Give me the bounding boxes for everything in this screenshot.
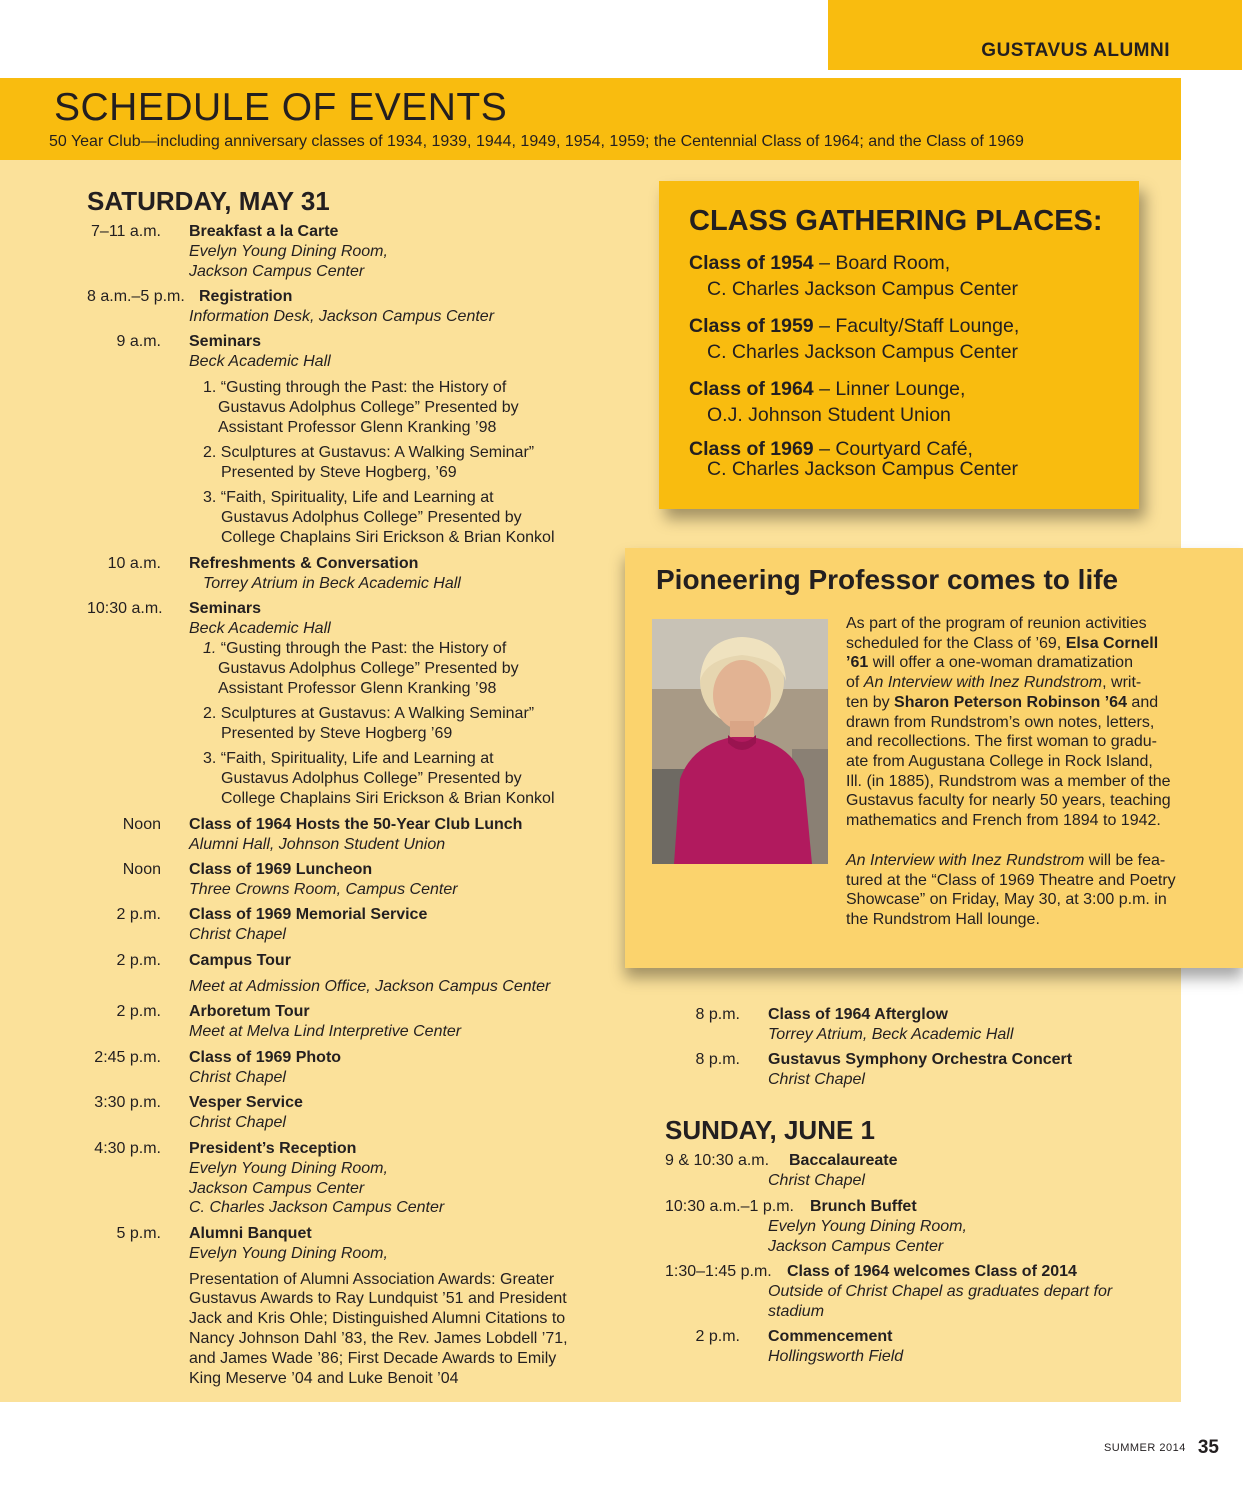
text-line xyxy=(846,653,1171,673)
event-location: Evelyn Young Dining Room, xyxy=(189,242,388,260)
title-banner xyxy=(0,78,1181,160)
seminar-line: Assistant Professor Glenn Kranking ’98 xyxy=(218,418,497,436)
event-details xyxy=(189,951,550,997)
event-location: Christ Chapel xyxy=(189,1068,286,1086)
text-run: of xyxy=(846,674,864,692)
text-run: scheduled for the Class of ’69, xyxy=(846,634,1066,652)
text-line xyxy=(846,673,1171,693)
event-location: Meet at Melva Lind Interpretive Center xyxy=(189,1022,462,1040)
text-run: ’61 xyxy=(846,654,869,672)
event-location: stadium xyxy=(768,1303,825,1320)
text-run: will offer a one-woman dramatization xyxy=(868,654,1133,672)
event-title: Class of 1969 Luncheon xyxy=(189,861,373,878)
page-number: 35 xyxy=(1197,1437,1219,1458)
banquet-desc-line: Jack and Kris Ohle; Distinguished Alumni Citations to xyxy=(189,1310,566,1328)
event-location: Outside of Christ Chapel as graduates depart for xyxy=(768,1283,1113,1300)
seminar-2 xyxy=(203,443,534,483)
text-line xyxy=(846,693,1171,713)
seminar-line: Presented by Steve Hogberg, ’69 xyxy=(221,463,457,481)
seminar-number: 1. xyxy=(203,640,217,657)
seminar-line: Gustavus Adolphus College” Presented by xyxy=(221,508,522,526)
feature-paragraph xyxy=(846,851,1176,930)
place-building: C. Charles Jackson Campus Center xyxy=(707,341,1019,363)
event-title: Campus Tour xyxy=(189,952,291,969)
event-title: Baccalaureate xyxy=(789,1152,898,1169)
event-time: 2 p.m. xyxy=(116,952,161,969)
event-time: 1:30–1:45 p.m. xyxy=(665,1263,772,1280)
professor-feature-box xyxy=(625,548,1243,968)
text-run: will be fea- xyxy=(1084,852,1166,869)
class-name: Class of 1964 xyxy=(689,378,814,400)
seminar-line: “Gusting through the Past: the History of xyxy=(220,640,507,657)
text-line: tured at the “Class of 1969 Theatre and Poetry xyxy=(846,871,1176,889)
event-details xyxy=(189,1224,568,1388)
event-location: Evelyn Young Dining Room, xyxy=(189,1244,388,1262)
event-time: 4:30 p.m. xyxy=(94,1140,161,1157)
event-location: Alumni Hall, Johnson Student Union xyxy=(189,835,446,853)
event-location: Beck Academic Hall xyxy=(189,619,331,637)
event-details xyxy=(189,860,458,900)
event-details xyxy=(189,222,388,281)
event-title: Class of 1969 Memorial Service xyxy=(189,906,428,923)
text-line: drawn from Rundstrom’s own notes, letters, xyxy=(846,713,1155,731)
gathering-entry xyxy=(689,376,965,428)
seminar-line: Gustavus Adolphus College” Presented by xyxy=(221,769,522,787)
event-time: 8 p.m. xyxy=(695,1051,740,1068)
event-time: 9 & 10:30 a.m. xyxy=(665,1152,770,1169)
gathering-heading: CLASS GATHERING PLACES: xyxy=(689,205,1103,237)
event-location: Torrey Atrium, Beck Academic Hall xyxy=(768,1025,1014,1043)
event-title: Class of 1964 welcomes Class of 2014 xyxy=(787,1263,1077,1280)
seminar-1 xyxy=(203,639,519,698)
event-location: Evelyn Young Dining Room, xyxy=(189,1159,388,1177)
sunday-heading: SUNDAY, JUNE 1 xyxy=(665,1115,876,1145)
event-location: Christ Chapel xyxy=(768,1070,865,1088)
event-details xyxy=(189,599,331,639)
event-time: 2:45 p.m. xyxy=(94,1049,161,1066)
text-run: Elsa Cornell xyxy=(1065,634,1159,652)
section-label: GUSTAVUS ALUMNI xyxy=(981,40,1170,61)
place-building: C. Charles Jackson Campus Center xyxy=(707,458,1019,480)
gathering-entry xyxy=(689,250,1018,302)
feature-paragraph xyxy=(846,614,1171,831)
text-line: As part of the program of reunion activities xyxy=(846,615,1147,632)
seminar-line: Assistant Professor Glenn Kranking ’98 xyxy=(218,679,497,697)
event-location: Torrey Atrium in Beck Academic Hall xyxy=(203,574,461,592)
issue-label: SUMMER 2014 xyxy=(1103,1442,1186,1454)
event-time: 3:30 p.m. xyxy=(94,1094,161,1111)
class-name: Class of 1959 xyxy=(689,315,814,337)
event-title: Gustavus Symphony Orchestra Concert xyxy=(768,1051,1073,1068)
event-details xyxy=(768,1327,903,1367)
place-name: – Faculty/Staff Lounge, xyxy=(813,315,1020,337)
text-run: ten by xyxy=(846,693,895,711)
event-time: 9 a.m. xyxy=(116,333,161,350)
class-name: Class of 1954 xyxy=(689,252,814,274)
event-title: Seminars xyxy=(189,600,262,617)
event-location: Beck Academic Hall xyxy=(189,352,331,370)
event-location: Christ Chapel xyxy=(768,1172,865,1189)
place-building: C. Charles Jackson Campus Center xyxy=(707,278,1019,300)
gathering-entry xyxy=(689,313,1019,365)
text-run: Sharon Peterson Robinson ’64 xyxy=(894,693,1127,711)
event-location: Hollingsworth Field xyxy=(768,1347,904,1365)
text-line: ate from Augustana College in Rock Island, xyxy=(846,752,1153,770)
event-time: 2 p.m. xyxy=(116,1003,161,1020)
event-title: Commencement xyxy=(768,1328,893,1345)
event-details xyxy=(189,815,522,855)
banquet-desc-line: King Meserve ’04 and Luke Benoit ’04 xyxy=(189,1369,459,1387)
event-title: Class of 1964 Afterglow xyxy=(768,1006,948,1023)
text-line: Showcase” on Friday, May 30, at 3:00 p.m. in xyxy=(846,891,1167,909)
text-line: Ill. (in 1885), Rundstrom was a member of the xyxy=(846,772,1171,790)
seminar-line: 2. Sculptures at Gustavus: A Walking Seminar” xyxy=(203,444,535,461)
event-details xyxy=(189,1139,444,1218)
event-location: Christ Chapel xyxy=(189,925,286,943)
event-title: Refreshments & Conversation xyxy=(189,555,419,572)
event-location: Jackson Campus Center xyxy=(768,1238,944,1255)
seminar-line: 3. “Faith, Spirituality, Life and Learning at xyxy=(203,489,494,506)
seminar-line: Gustavus Adolphus College” Presented by xyxy=(218,659,519,677)
event-location: Three Crowns Room, Campus Center xyxy=(189,880,458,898)
text-run: , writ- xyxy=(1102,674,1142,692)
text-line xyxy=(846,851,1176,871)
page-title: SCHEDULE OF EVENTS xyxy=(54,86,508,129)
text-line: Gustavus faculty for nearly 50 years, teaching xyxy=(846,792,1171,810)
seminar-1 xyxy=(203,378,519,437)
banquet-desc-line: and James Wade ’86; First Decade Awards to Emily xyxy=(189,1349,557,1367)
text-run: An Interview with Inez Rundstrom xyxy=(863,674,1103,692)
event-title: Arboretum Tour xyxy=(189,1003,310,1020)
place-name: – Courtyard Café, xyxy=(813,438,973,460)
text-run: and xyxy=(1126,693,1159,711)
event-title: Class of 1964 Hosts the 50-Year Club Lunch xyxy=(189,816,523,833)
event-title: Breakfast a la Carte xyxy=(189,223,339,240)
event-title: President’s Reception xyxy=(189,1140,357,1157)
place-name: – Board Room, xyxy=(813,252,951,274)
seminar-3 xyxy=(203,488,555,547)
event-title: Seminars xyxy=(189,333,262,350)
seminar-line: 2. Sculptures at Gustavus: A Walking Seminar” xyxy=(203,705,535,722)
seminar-line: Presented by Steve Hogberg ’69 xyxy=(221,724,453,742)
place-name: – Linner Lounge, xyxy=(813,378,966,400)
seminar-2 xyxy=(203,704,534,744)
event-location: C. Charles Jackson Campus Center xyxy=(189,1199,445,1217)
class-gathering-box xyxy=(659,181,1139,509)
event-location: Evelyn Young Dining Room, xyxy=(768,1218,967,1235)
banquet-desc-line: Nancy Johnson Dahl ’83, the Rev. James Lobdell ’71, xyxy=(189,1329,568,1347)
saturday-heading: SATURDAY, MAY 31 xyxy=(87,186,330,216)
seminar-line: 1. “Gusting through the Past: the History of xyxy=(203,379,507,396)
gathering-entry xyxy=(689,439,1018,479)
event-title: Class of 1969 Photo xyxy=(189,1049,342,1066)
feature-heading: Pioneering Professor comes to life xyxy=(656,564,1119,595)
event-location: Jackson Campus Center xyxy=(189,262,365,280)
event-title: Alumni Banquet xyxy=(189,1225,312,1242)
event-details xyxy=(189,554,461,594)
event-time: 10:30 a.m. xyxy=(87,600,163,617)
text-run: An Interview with Inez Rundstrom xyxy=(846,852,1085,869)
banquet-desc-line: Gustavus Awards to Ray Lundquist ’51 and President xyxy=(189,1290,567,1308)
event-details xyxy=(189,332,331,372)
text-line: and recollections. The first woman to gradu- xyxy=(846,733,1157,751)
event-location: Information Desk, Jackson Campus Center xyxy=(189,308,495,325)
place-building: O.J. Johnson Student Union xyxy=(707,404,951,426)
seminar-line: Gustavus Adolphus College” Presented by xyxy=(218,398,519,416)
event-title: Vesper Service xyxy=(189,1094,303,1111)
event-location: Christ Chapel xyxy=(189,1113,286,1131)
class-name: Class of 1969 xyxy=(689,438,814,460)
event-time: 5 p.m. xyxy=(116,1225,161,1242)
page-subtitle: 50 Year Club—including anniversary classes of 1934, 1939, 1944, 1949, 1954, 1959; the Centennial Class of 1964; and the Class of 1969 xyxy=(49,133,1024,150)
event-time: 2 p.m. xyxy=(695,1328,740,1345)
event-time: 10:30 a.m.–1 p.m. xyxy=(665,1198,794,1215)
event-time: 7–11 a.m. xyxy=(91,223,161,240)
seminar-line: College Chaplains Siri Erickson & Brian Konkol xyxy=(221,789,555,807)
text-line: the Rundstrom Hall lounge. xyxy=(846,911,1040,929)
event-location: Meet at Admission Office, Jackson Campus Center xyxy=(189,977,551,995)
page-footer xyxy=(1104,1437,1219,1459)
event-time: 8 p.m. xyxy=(695,1006,740,1023)
event-time: Noon xyxy=(122,861,161,878)
event-time: 8 a.m.–5 p.m. xyxy=(87,288,185,305)
event-details xyxy=(768,1050,1072,1090)
section-tab xyxy=(828,0,1242,70)
seminar-3 xyxy=(203,749,555,808)
event-details xyxy=(768,1005,1013,1045)
event-title: Registration xyxy=(199,288,293,305)
event-title: Brunch Buffet xyxy=(810,1198,917,1215)
seminar-line: 3. “Faith, Spirituality, Life and Learning at xyxy=(203,750,494,767)
event-details xyxy=(189,905,427,945)
banquet-desc-line: Presentation of Alumni Association Awards: Greater xyxy=(189,1270,555,1288)
professor-photo xyxy=(652,619,828,864)
event-details xyxy=(189,1093,303,1133)
text-line xyxy=(846,634,1171,654)
seminar-line: College Chaplains Siri Erickson & Brian Konkol xyxy=(221,528,555,546)
text-line: mathematics and French from 1894 to 1942. xyxy=(846,812,1161,830)
event-time: Noon xyxy=(122,816,161,833)
event-time: 2 p.m. xyxy=(116,906,161,923)
event-time: 10 a.m. xyxy=(107,555,161,572)
event-location: Jackson Campus Center xyxy=(189,1179,365,1197)
